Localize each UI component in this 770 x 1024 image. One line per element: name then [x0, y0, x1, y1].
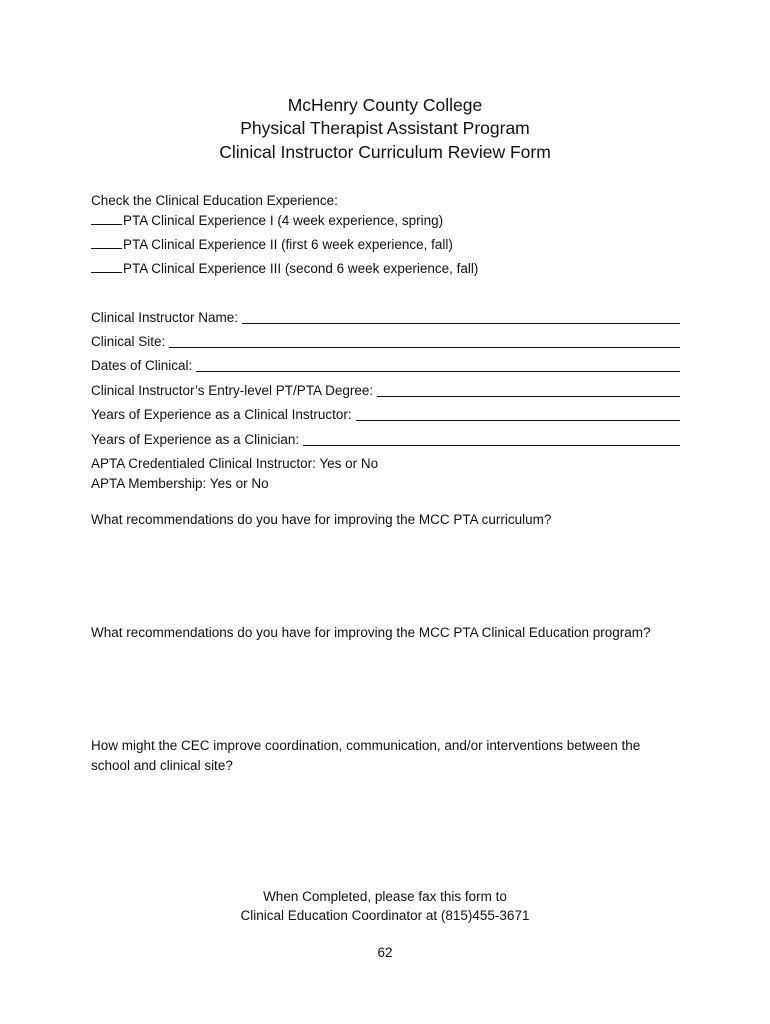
- question-curriculum: What recommendations do you have for improving the MCC PTA curriculum?: [91, 512, 552, 527]
- experience-option-1[interactable]: [91, 211, 443, 229]
- years-clinician-field[interactable]: [91, 431, 680, 448]
- apta-credentialed: APTA Credentialed Clinical Instructor: Yes or No: [91, 456, 379, 471]
- checkbox-blank[interactable]: [91, 211, 122, 225]
- field-label: Years of Experience as a Clinician:: [91, 432, 300, 447]
- program-name: Physical Therapist Assistant Program: [240, 118, 530, 138]
- dates-input-line[interactable]: [196, 358, 680, 372]
- years-ci-field[interactable]: [91, 406, 680, 423]
- field-label: Years of Experience as a Clinical Instructor:: [91, 407, 352, 422]
- experience-option-label: PTA Clinical Experience II (first 6 week experience, fall): [123, 237, 453, 252]
- footer-instruction: When Completed, please fax this form to: [263, 889, 507, 904]
- checkbox-blank[interactable]: [91, 259, 122, 273]
- experience-option-3[interactable]: [91, 259, 478, 277]
- experience-option-label: PTA Clinical Experience I (4 week experience, spring): [123, 213, 444, 228]
- dates-field[interactable]: [91, 357, 680, 374]
- experience-prompt: Check the Clinical Education Experience:: [91, 193, 338, 208]
- ci-name-field[interactable]: [91, 309, 680, 326]
- college-name: McHenry County College: [287, 95, 483, 115]
- checkbox-blank[interactable]: [91, 235, 122, 249]
- degree-field[interactable]: [91, 382, 680, 399]
- ci-name-input-line[interactable]: [242, 310, 680, 324]
- clinical-site-field[interactable]: [91, 333, 680, 350]
- degree-input-line[interactable]: [377, 383, 680, 397]
- experience-option-label: PTA Clinical Experience III (second 6 week experience, fall): [123, 261, 479, 276]
- question-cec-coordination: How might the CEC improve coordination, communication, and/or interventions between the school and clinical site?: [91, 738, 641, 773]
- field-label: Dates of Clinical:: [91, 358, 193, 373]
- question-clinical-education: What recommendations do you have for improving the MCC PTA Clinical Education program?: [91, 625, 651, 640]
- field-label: Clinical Instructor’s Entry-level PT/PTA Degree:: [91, 383, 374, 398]
- footer-contact: Clinical Education Coordinator at (815)455-3671: [240, 908, 530, 923]
- field-label: Clinical Instructor Name:: [91, 310, 239, 325]
- field-label: Clinical Site:: [91, 334, 166, 349]
- years-ci-input-line[interactable]: [356, 407, 680, 421]
- experience-option-2[interactable]: [91, 235, 453, 253]
- clinical-site-input-line[interactable]: [169, 334, 680, 348]
- years-clinician-input-line[interactable]: [303, 432, 680, 446]
- apta-membership: APTA Membership: Yes or No: [91, 476, 269, 491]
- page-number: 62: [377, 945, 393, 960]
- form-title: Clinical Instructor Curriculum Review Form: [219, 142, 551, 162]
